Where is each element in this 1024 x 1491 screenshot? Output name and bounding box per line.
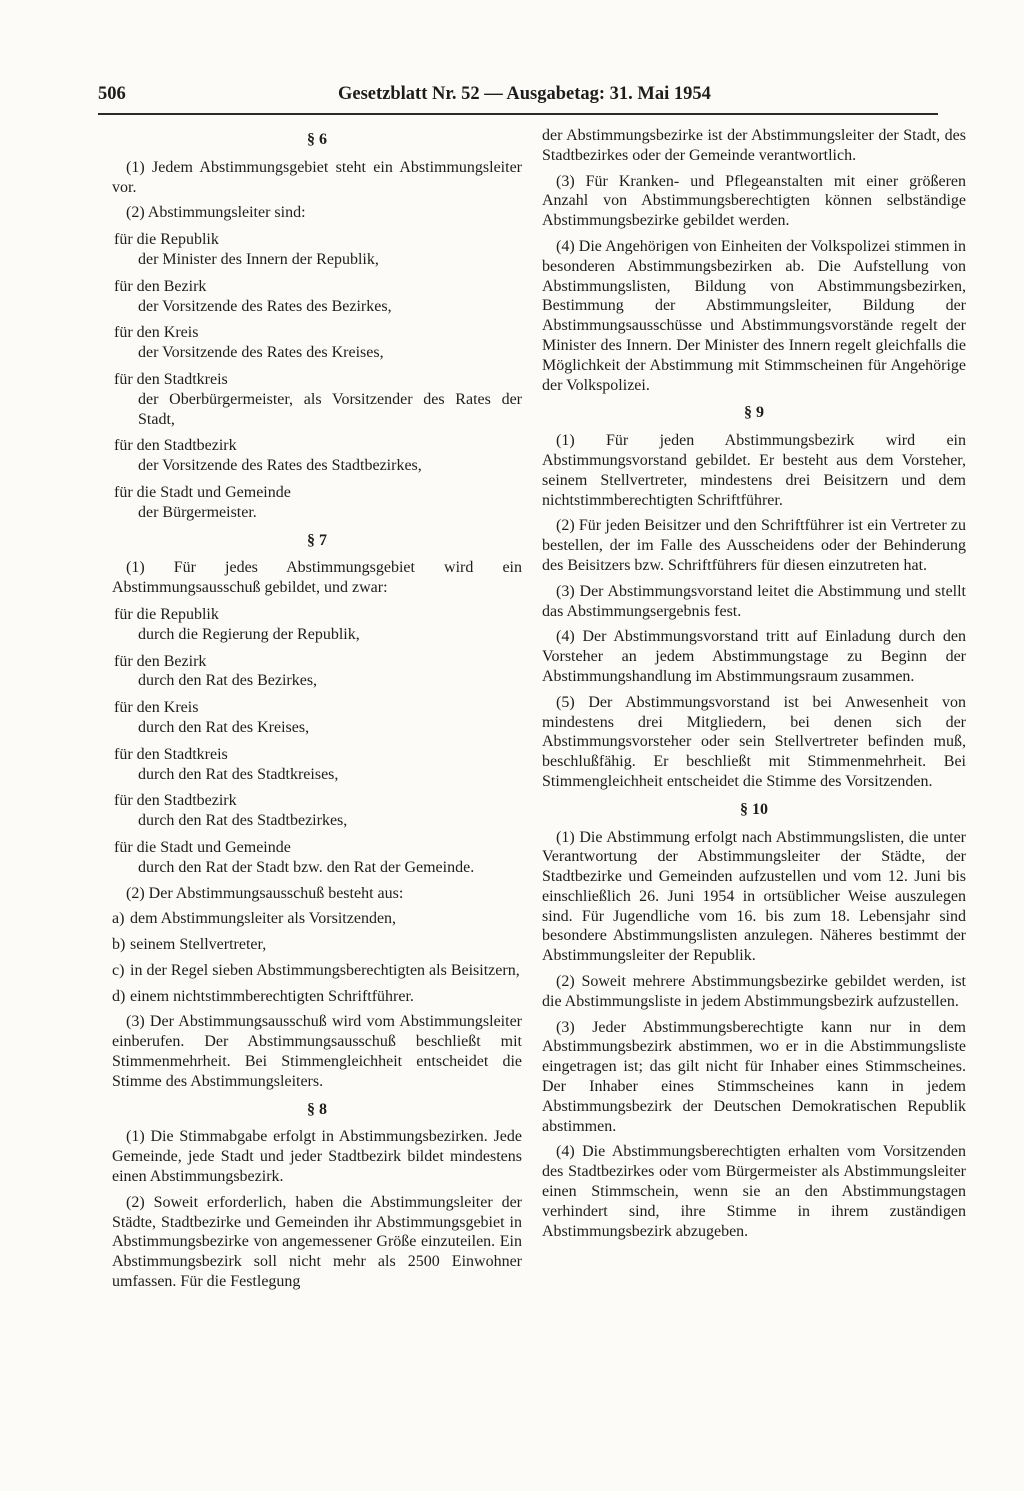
section-heading-10: § 10	[740, 800, 768, 818]
paragraph: (1) Für jeden Abstimmungsbezirk wird ein Abstimmungsvorstand gebildet. Er besteht aus dem Vorsteher, seinem Stellvertreter, mindestens drei Beisitzern und dem nichtstimmberechtigten Schriftführer.	[542, 432, 966, 509]
item-label: für die Republik	[114, 605, 219, 623]
item-label: für den Bezirk	[114, 277, 207, 295]
enum-mark: a)	[112, 910, 125, 928]
enum-mark: b)	[112, 936, 126, 954]
item-label: für den Stadtbezirk	[114, 792, 237, 810]
list-item	[114, 791, 522, 831]
enum-mark: d)	[112, 987, 126, 1005]
page-number: 506	[98, 84, 126, 104]
item-value: durch den Rat der Stadt bzw. den Rat der Gemeinde.	[138, 858, 475, 876]
paragraph: (1) Die Stimmabgabe erfolgt in Abstimmungsbezirken. Jede Gemeinde, jede Stadt und jeder Stadtbezirk bildet mindestens einen Abstimmungsbezirk.	[112, 1128, 522, 1186]
item-label: für den Kreis	[114, 699, 199, 717]
paragraph: (3) Der Abstimmungsvorstand leitet die Abstimmung und stellt das Abstimmungsergebnis fest.	[542, 582, 966, 620]
section-heading-6: § 6	[307, 131, 327, 148]
section-heading-9: § 9	[744, 404, 764, 422]
paragraph: (1) Die Abstimmung erfolgt nach Abstimmungslisten, die unter Verantwortung der Abstimmungsleiter der Städte, der Stadtbezirke und Gemeinden aufzustellen und vom 12. Juni bis einschließlich 26. Juni 1954 in ortsüblicher Weise auszulegen sind. Für Jugendliche vom 16. bis zum 18. Lebensjahr sind besondere Abstimmungslisten anzulegen. Näheres bestimmt der Abstimmungsleiter der Republik.	[542, 828, 966, 965]
list-item	[114, 745, 522, 785]
enum-item	[112, 961, 522, 981]
item-label: für den Kreis	[114, 324, 199, 342]
enum-text: in der Regel sieben Abstimmungsberechtigten als Beisitzern,	[130, 961, 520, 979]
enum-text: einem nichtstimmberechtigten Schriftführer.	[130, 987, 414, 1005]
list-item	[114, 483, 522, 523]
paragraph: (2) Für jeden Beisitzer und den Schriftführer ist ein Vertreter zu bestellen, der im Falle des Ausscheidens oder der Behinderung des Beisitzers bzw. Schriftführers für diesen einzutreten hat.	[542, 517, 966, 574]
paragraph: (1) Jedem Abstimmungsgebiet steht ein Abstimmungsleiter vor.	[112, 158, 522, 196]
left-column	[112, 126, 522, 1298]
item-label: für die Stadt und Gemeinde	[114, 838, 291, 856]
item-value: der Oberbürgermeister, als Vorsitzender des Rates der Stadt,	[138, 390, 522, 428]
list-item	[114, 652, 522, 692]
paragraph: (3) Der Abstimmungsausschuß wird vom Abstimmungsleiter einberufen. Der Abstimmungsausschuß beschließt mit Stimmenmehrheit. Bei Stimmengleichheit entscheidet die Stimme des Abstimmungsleiters.	[112, 1013, 522, 1090]
item-value: der Bürgermeister.	[138, 503, 257, 521]
section-heading-7: § 7	[307, 531, 327, 549]
item-value: durch den Rat des Stadtbezirkes,	[138, 812, 348, 830]
item-value: der Minister des Innern der Republik,	[138, 250, 379, 268]
item-value: durch die Regierung der Republik,	[138, 625, 360, 643]
paragraph: (1) Für jedes Abstimmungsgebiet wird ein Abstimmungsausschuß gebildet, und zwar:	[112, 559, 522, 597]
item-label: für den Stadtbezirk	[114, 437, 237, 455]
list-item	[114, 230, 522, 270]
right-column	[542, 126, 966, 1247]
enum-text: dem Abstimmungsleiter als Vorsitzenden,	[130, 910, 397, 928]
paragraph: (2) Der Abstimmungsausschuß besteht aus:	[126, 884, 404, 902]
list-item	[114, 838, 522, 878]
list-item	[114, 277, 522, 317]
item-label: für die Stadt und Gemeinde	[114, 483, 291, 501]
paragraph: (4) Die Angehörigen von Einheiten der Volkspolizei stimmen in besonderen Abstimmungsbezirken ab. Die Aufstellung von Abstimmungslisten, Bildung von Abstimmungsbezirken, Bestimmung der Abstimmungsleiter, Bildung der Abstimmungsausschüsse und Abstimmungsvorstände regelt der Minister des Innern. Der Minister des Innern regelt gleichfalls die Möglichkeit der Abstimmung mit Stimmscheinen für Angehörige der Volkspolizei.	[542, 237, 966, 394]
paragraph: (4) Die Abstimmungsberechtigten erhalten vom Vorsitzenden des Stadtbezirkes oder vom Bürgermeister als Abstimmungsleiter einen Stimmschein, wenn sie an den Abstimmungstagen verhindert sind, ihre Stimme in ihrem zuständigen Abstimmungsbezirk abzugeben.	[542, 1143, 966, 1240]
enum-item	[112, 935, 522, 955]
running-title: Gesetzblatt Nr. 52 — Ausgabetag: 31. Mai 1954	[338, 84, 711, 104]
paragraph: (2) Abstimmungsleiter sind:	[126, 204, 306, 222]
item-label: für die Republik	[114, 231, 219, 249]
list-item	[114, 436, 522, 476]
item-value: durch den Rat des Kreises,	[138, 718, 310, 736]
enum-item	[112, 909, 522, 929]
enum-text: seinem Stellvertreter,	[130, 936, 267, 954]
list-item	[114, 323, 522, 363]
item-value: der Vorsitzende des Rates des Stadtbezirkes,	[138, 457, 422, 475]
item-label: für den Stadtkreis	[114, 745, 228, 763]
item-value: durch den Rat des Bezirkes,	[138, 672, 318, 690]
paragraph-continuation: der Abstimmungsbezirke ist der Abstimmungsleiter der Stadt, des Stadtbezirkes oder der Gemeinde verantwortlich.	[542, 127, 966, 164]
paragraph: (3) Für Kranken- und Pflegeanstalten mit einer größeren Anzahl von Abstimmungsberechtigten können selbständige Abstimmungsbezirke gebildet werden.	[542, 172, 966, 230]
paragraph: (5) Der Abstimmungsvorstand ist bei Anwesenheit von mindestens drei Mitgliedern, bei denen sich der Abstimmungsvorsteher oder sein Stellvertreter befinden muß, beschlußfähig. Er beschließt mit Stimmenmehrheit. Bei Stimmengleichheit entscheidet die Stimme des Vorsitzenden.	[542, 693, 966, 790]
paragraph: (2) Soweit mehrere Abstimmungsbezirke gebildet werden, ist die Abstimmungsliste in jedem Abstimmungsbezirk aufzustellen.	[542, 973, 966, 1010]
item-label: für den Bezirk	[114, 652, 207, 670]
paragraph: (3) Jeder Abstimmungsberechtigte kann nur in dem Abstimmungsbezirk abstimmen, wo er in die Abstimmungsliste eingetragen ist; das gilt nicht für Inhaber eines Stimmscheines. Der Inhaber eines Stimmscheines kann in jedem Abstimmungsbezirk der Deutschen Demokratischen Republik abstimmen.	[542, 1018, 966, 1135]
paragraph: (4) Der Abstimmungsvorstand tritt auf Einladung durch den Vorsteher an jedem Abstimmungstage zu Beginn der Abstimmungshandlung im Abstimmungsraum zusammen.	[542, 628, 966, 685]
list-item	[114, 698, 522, 738]
paragraph: (2) Soweit erforderlich, haben die Abstimmungsleiter der Städte, Stadtbezirke und Gemeinden ihr Abstimmungsgebiet in Abstimmungsbezirke von angemessener Größe einzuteilen. Ein Abstimmungsbezirk soll nicht mehr als 2500 Einwohner umfassen. Für die Festlegung	[112, 1193, 522, 1291]
enum-mark: c)	[112, 961, 125, 979]
section-heading-8: § 8	[307, 1100, 327, 1118]
item-label: für den Stadtkreis	[114, 370, 228, 388]
list-item	[114, 605, 522, 645]
list-item	[114, 370, 522, 429]
enum-item	[112, 987, 522, 1007]
item-value: der Vorsitzende des Rates des Kreises,	[138, 344, 384, 362]
header-rule	[98, 113, 938, 115]
item-value: der Vorsitzende des Rates des Bezirkes,	[138, 297, 392, 315]
item-value: durch den Rat des Stadtkreises,	[138, 765, 339, 783]
